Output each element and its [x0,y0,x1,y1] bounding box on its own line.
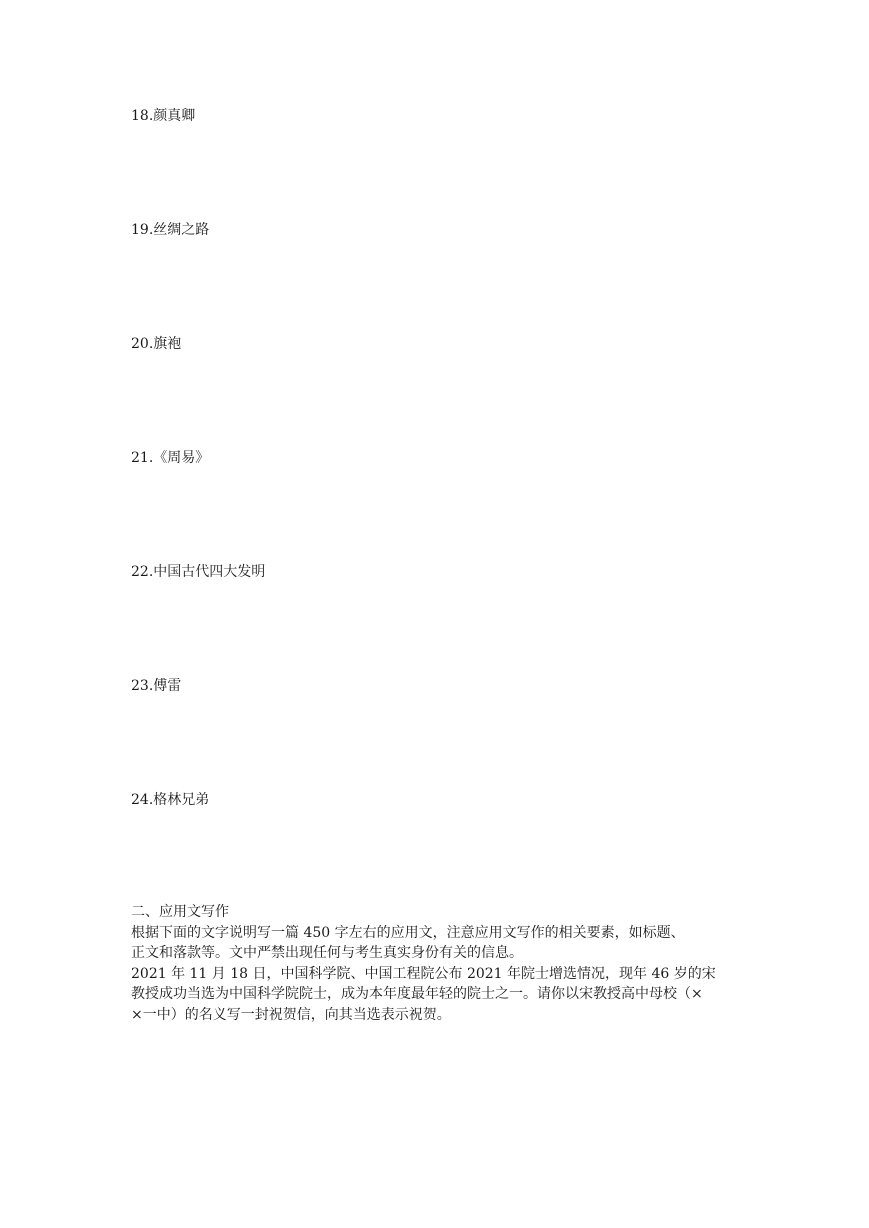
prompt-line-1: 2021 年 11 月 18 日，中国科学院、中国工程院公布 2021 年院士增选情况，现年 46 岁的宋 [131,965,716,982]
question-item-24: 24.格林兄弟 [131,792,210,808]
prompt-line-3: ×一中）的名义写一封祝贺信，向其当选表示祝贺。 [131,1006,451,1023]
question-item-23: 23.傅雷 [131,678,182,694]
question-item-22: 22.中国古代四大发明 [131,564,266,580]
writing-section [131,902,743,1025]
instruction-line-1: 根据下面的文字说明写一篇 450 字左右的应用文，注意应用文写作的相关要素，如标题、 [131,924,685,941]
section-heading: 二、应用文写作 [131,904,229,920]
question-item-19: 19.丝绸之路 [131,222,210,238]
question-item-18: 18.颜真卿 [131,108,196,124]
question-item-21: 21.《周易》 [131,450,210,466]
question-item-20: 20.旗袍 [131,336,182,352]
prompt-line-2: 教授成功当选为中国科学院院士，成为本年度最年轻的院士之一。请你以宋教授高中母校（× [131,986,703,1002]
instruction-line-2: 正文和落款等。文中严禁出现任何与考生真实身份有关的信息。 [131,945,523,961]
